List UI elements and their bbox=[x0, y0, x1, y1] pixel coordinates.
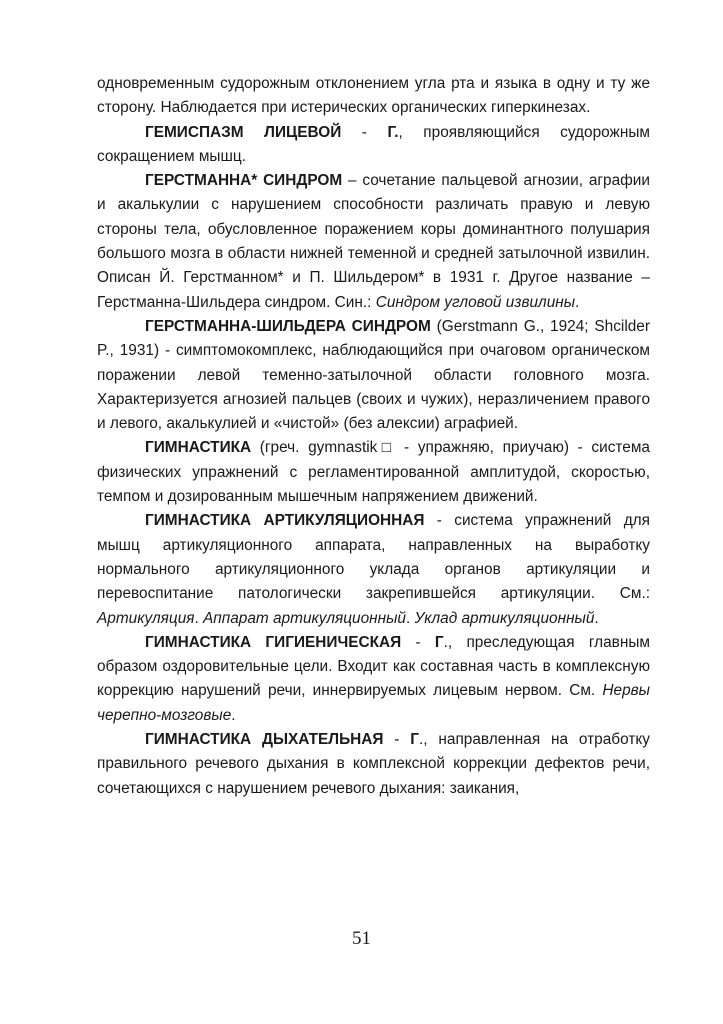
entry-term: ГИМНАСТИКА АРТИКУЛЯЦИОННАЯ bbox=[145, 512, 425, 530]
entry-text: - bbox=[401, 633, 435, 651]
entry-text: - система упражнений для мышц артикуляционного аппарата, направленных на выработку нормального артикуляционного уклада органов артикуляции и перевоспитание патологически закрепившейся артикуляции. См.: bbox=[97, 512, 650, 603]
continuation-paragraph bbox=[97, 72, 650, 121]
page-number: 51 bbox=[352, 928, 371, 949]
entry-text: (греч. gymnastik□ - упражняю, приучаю) - система физических упражнений с регламентированной амплитудой, скоростью, темпом и дозированным мышечным напряжением движений. bbox=[97, 439, 650, 506]
entry-term: Г bbox=[434, 633, 444, 651]
entry-text: . bbox=[194, 609, 204, 627]
entry-text: . bbox=[231, 706, 236, 724]
cross-reference: Аппарат артикуляционный bbox=[203, 609, 406, 627]
entry-text: . bbox=[405, 609, 415, 627]
entry-gimnastika-dykhatelnaya bbox=[97, 728, 650, 801]
entry-text: , проявляющийся судорожным сокращением мышц. bbox=[97, 123, 650, 165]
entry-text: ., направленная на отработку правильного речевого дыхания в комплексной коррекции дефектов речи, сочетающихся с нарушением речевого дыхания: заикания, bbox=[97, 731, 650, 797]
entry-text: одновременным судорожным отклонением угла рта и языка в одну и ту же сторону. Наблюдается при истерических органических гиперкинезах. bbox=[97, 75, 650, 117]
entry-text: . bbox=[575, 293, 580, 311]
entry-text: (Gerstmann G., 1924; Shcilder P., 1931) - симптомокомплекс, наблюдающийся при очаговом органическом поражении левой теменно-затылочной области головного мозга. Характеризуется агнозией пальцев (своих и чужих), неразличением правого и левого, акалькулией и «чистой» (без алексии) аграфией. bbox=[97, 317, 650, 433]
cross-reference: Артикуляция bbox=[97, 609, 195, 627]
entry-gerstmann-syndrome bbox=[97, 169, 650, 315]
entry-text: . bbox=[594, 609, 599, 627]
cross-reference: Нервы черепно-мозговые bbox=[97, 682, 650, 724]
entry-term: ГИМНАСТИКА bbox=[145, 439, 252, 457]
entry-term: ГИМНАСТИКА ДЫХАТЕЛЬНАЯ bbox=[145, 731, 384, 749]
entry-term: ГЕМИСПАЗМ ЛИЦЕВОЙ bbox=[145, 123, 342, 141]
entry-term: Г bbox=[410, 731, 420, 749]
entry-gimnastika-artikulyatsionnaya bbox=[97, 509, 650, 630]
cross-reference: Синдром угловой извилины bbox=[375, 293, 576, 311]
entry-gerstmann-schilder-syndrome bbox=[97, 315, 650, 436]
entry-text: ., преследующая главным образом оздоровительные цели. Входит как составная часть в комплексную коррекцию нарушений речи, иннервируемых лицевым нервом. См. bbox=[97, 633, 650, 700]
entry-gimnastika-gigienicheskaya bbox=[97, 631, 650, 728]
entry-gemispazm-litsevoy bbox=[97, 121, 650, 170]
entry-term: Г. bbox=[387, 123, 399, 141]
entry-text: - bbox=[341, 123, 388, 141]
entry-gimnastika bbox=[97, 436, 650, 509]
entry-text: – сочетание пальцевой агнозии, аграфии и акалькулии с нарушением способности различать правую и левую стороны тела, обусловленное поражением коры доминантного полушария большого мозга в области нижней теменной и средней затылочной извилин. Описан Й. Герстманном* и П. Шильдером* в 1931 г. Другое название – Герстманна-Шильдера синдром. Син.: bbox=[97, 172, 650, 311]
cross-reference: Уклад артикуляционный bbox=[414, 609, 595, 627]
entry-term: ГЕРСТМАННА* СИНДРОМ bbox=[145, 172, 343, 190]
entry-text: - bbox=[383, 731, 411, 749]
entry-term: ГЕРСТМАННА-ШИЛЬДЕРА СИНДРОМ bbox=[145, 317, 431, 335]
entry-term: ГИМНАСТИКА ГИГИЕНИЧЕСКАЯ bbox=[145, 633, 402, 651]
page-body bbox=[97, 72, 650, 801]
